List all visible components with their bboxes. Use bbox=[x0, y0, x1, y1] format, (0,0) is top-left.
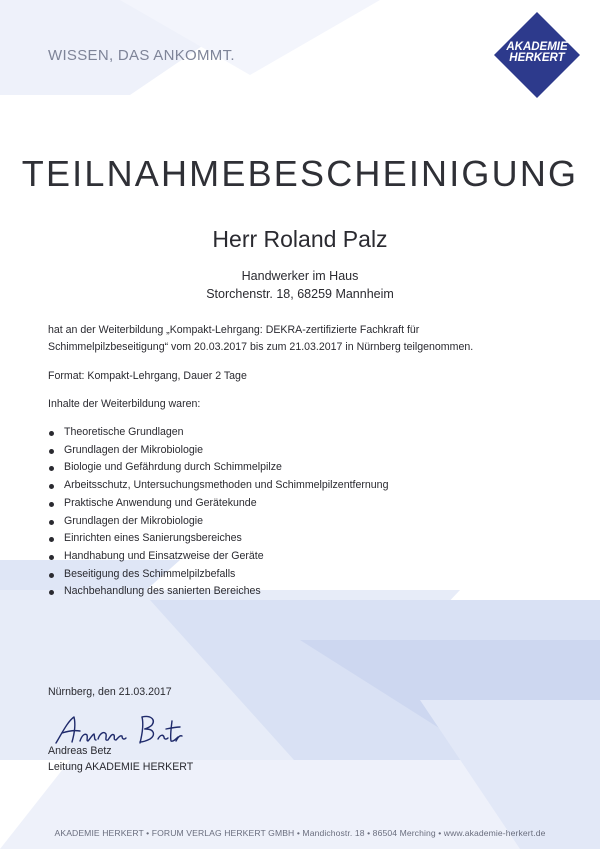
place-and-date: Nürnberg, den 21.03.2017 bbox=[48, 686, 172, 698]
signer-name: Andreas Betz bbox=[48, 745, 112, 757]
logo-line-2: HERKERT bbox=[509, 51, 565, 64]
list-item: Handhabung und Einsatzweise der Geräte bbox=[48, 548, 388, 566]
course-format: Format: Kompakt-Lehrgang, Dauer 2 Tage bbox=[48, 370, 247, 382]
bullet-icon bbox=[49, 573, 54, 578]
list-item: Arbeitsschutz, Untersuchungsmethoden und Schimmelpilzentfernung bbox=[48, 477, 388, 495]
bullet-icon bbox=[49, 466, 54, 471]
signer-role: Leitung AKADEMIE HERKERT bbox=[48, 761, 194, 773]
participation-statement bbox=[48, 322, 558, 355]
list-item: Beseitigung des Schimmelpilzbefalls bbox=[48, 566, 388, 584]
bullet-icon bbox=[49, 590, 54, 595]
recipient-company: Handwerker im Haus bbox=[241, 269, 359, 283]
list-item: Einrichten eines Sanierungsbereiches bbox=[48, 530, 388, 548]
bullet-icon bbox=[49, 555, 54, 560]
slogan: WISSEN, DAS ANKOMMT. bbox=[48, 47, 235, 64]
footer-address: AKADEMIE HERKERT • FORUM VERLAG HERKERT GMBH • Mandichostr. 18 • 86504 Merching • www.akademie-herkert.de bbox=[54, 828, 546, 838]
list-item: Theoretische Grundlagen bbox=[48, 424, 388, 442]
bullet-icon bbox=[49, 520, 54, 525]
bullet-icon bbox=[49, 431, 54, 436]
contents-intro: Inhalte der Weiterbildung waren: bbox=[48, 398, 201, 410]
list-item: Biologie und Gefährdung durch Schimmelpilze bbox=[48, 459, 388, 477]
certificate-title: TEILNAHMEBESCHEINIGUNG bbox=[21, 153, 579, 194]
topics-list bbox=[48, 424, 388, 601]
recipient-address-block bbox=[0, 267, 600, 303]
list-item: Grundlagen der Mikrobiologie bbox=[48, 442, 388, 460]
signature-image bbox=[52, 711, 184, 749]
recipient-name: Herr Roland Palz bbox=[212, 226, 388, 252]
bullet-icon bbox=[49, 537, 54, 542]
list-item: Grundlagen der Mikrobiologie bbox=[48, 513, 388, 531]
statement-line-2: Schimmelpilzbeseitigung“ vom 20.03.2017 bis zum 21.03.2017 in Nürnberg teilgenommen. bbox=[48, 340, 474, 353]
bullet-icon bbox=[49, 449, 54, 454]
bullet-icon bbox=[49, 484, 54, 489]
recipient-address: Storchenstr. 18, 68259 Mannheim bbox=[206, 287, 394, 301]
logo-line-1: AKADEMIE bbox=[506, 41, 568, 53]
akademie-herkert-logo bbox=[494, 12, 580, 98]
statement-line-1: hat an der Weiterbildung „Kompakt-Lehrgang: DEKRA-zertifizierte Fachkraft für bbox=[48, 324, 420, 336]
list-item: Praktische Anwendung und Gerätekunde bbox=[48, 495, 388, 513]
bullet-icon bbox=[49, 502, 54, 507]
list-item: Nachbehandlung des sanierten Bereiches bbox=[48, 583, 388, 601]
